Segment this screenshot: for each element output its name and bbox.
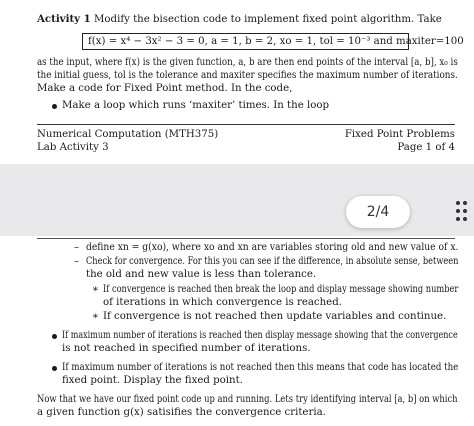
footer-divider [37,124,455,125]
dash-marker: – [74,242,80,253]
bullet-item-loop: Make a loop which runs ‘maxiter’ times. In the loop [62,100,330,111]
activity-text: Modify the bisection code to implement fixed point algorithm. Take [93,14,442,25]
activity-label: Activity 1 [37,13,91,25]
more-options-icon[interactable] [454,196,474,226]
footer-lab: Lab Activity 3 [37,142,109,153]
bullet-item-max-reached-line-1: If maximum number of iterations is reached then display message showing that the convergence [62,330,458,341]
star-item-converged-line-2: of iterations in which convergence is reached. [103,297,342,308]
star-item-converged-line-1: If convergence is reached then break the loop and display message showing number [103,284,459,295]
star-marker: ∗ [92,284,99,295]
footer-topic: Fixed Point Problems [344,129,455,140]
footer-course: Numerical Computation (MTH375) [37,129,219,140]
paragraph-line-2: the initial guess, tol is the tolerance and maxiter specifies the maximum number of iterations. [37,70,458,81]
page-counter: 2/4 [346,196,410,228]
star-marker: ∗ [92,311,99,322]
closing-paragraph-line-2: a given function g(x) satisifies the convergence criteria. [37,407,326,418]
dash-item-define: define xn = g(xo), where xo and xn are variables storing old and new value of x. [86,242,459,253]
boxed-equation: f(x) = x⁴ − 3x² − 3 = 0, a = 1, b = 2, xo = 1, tol = 10⁻³ and maxiter=100 [82,33,409,50]
dash-item-check-line-1: Check for convergence. For this you can see if the difference, in absolute sense, between [86,256,459,267]
bullet-item-max-not-reached-line-2: fixed point. Display the fixed point. [62,375,243,386]
bullet-icon [52,366,57,371]
dash-item-check-line-2: the old and new value is less than tolerance. [86,269,317,280]
footer-page-number: Page 1 of 4 [397,142,455,153]
paragraph-line-3: Make a code for Fixed Point method. In the code, [37,83,293,94]
paragraph-line-1: as the input, where f(x) is the given function, a, b are then end points of the interval [a, b], x₀ is [37,57,458,68]
document-page-1 [0,0,474,164]
bullet-item-max-reached-line-2: is not reached in specified number of iterations. [62,343,311,354]
bullet-item-max-not-reached-line-1: If maximum number of iterations is not reached then this means that code has located the [62,362,459,373]
header-divider [37,238,455,239]
bullet-icon [52,104,57,109]
closing-paragraph-line-1: Now that we have our fixed point code up and running. Lets try identifying interval [a, b] on which [37,394,458,405]
dash-marker: – [74,256,80,267]
star-item-not-converged: If convergence is not reached then update variables and continue. [103,311,447,322]
bullet-icon [52,334,57,339]
document-page-2 [0,236,474,426]
activity-heading [37,13,442,26]
